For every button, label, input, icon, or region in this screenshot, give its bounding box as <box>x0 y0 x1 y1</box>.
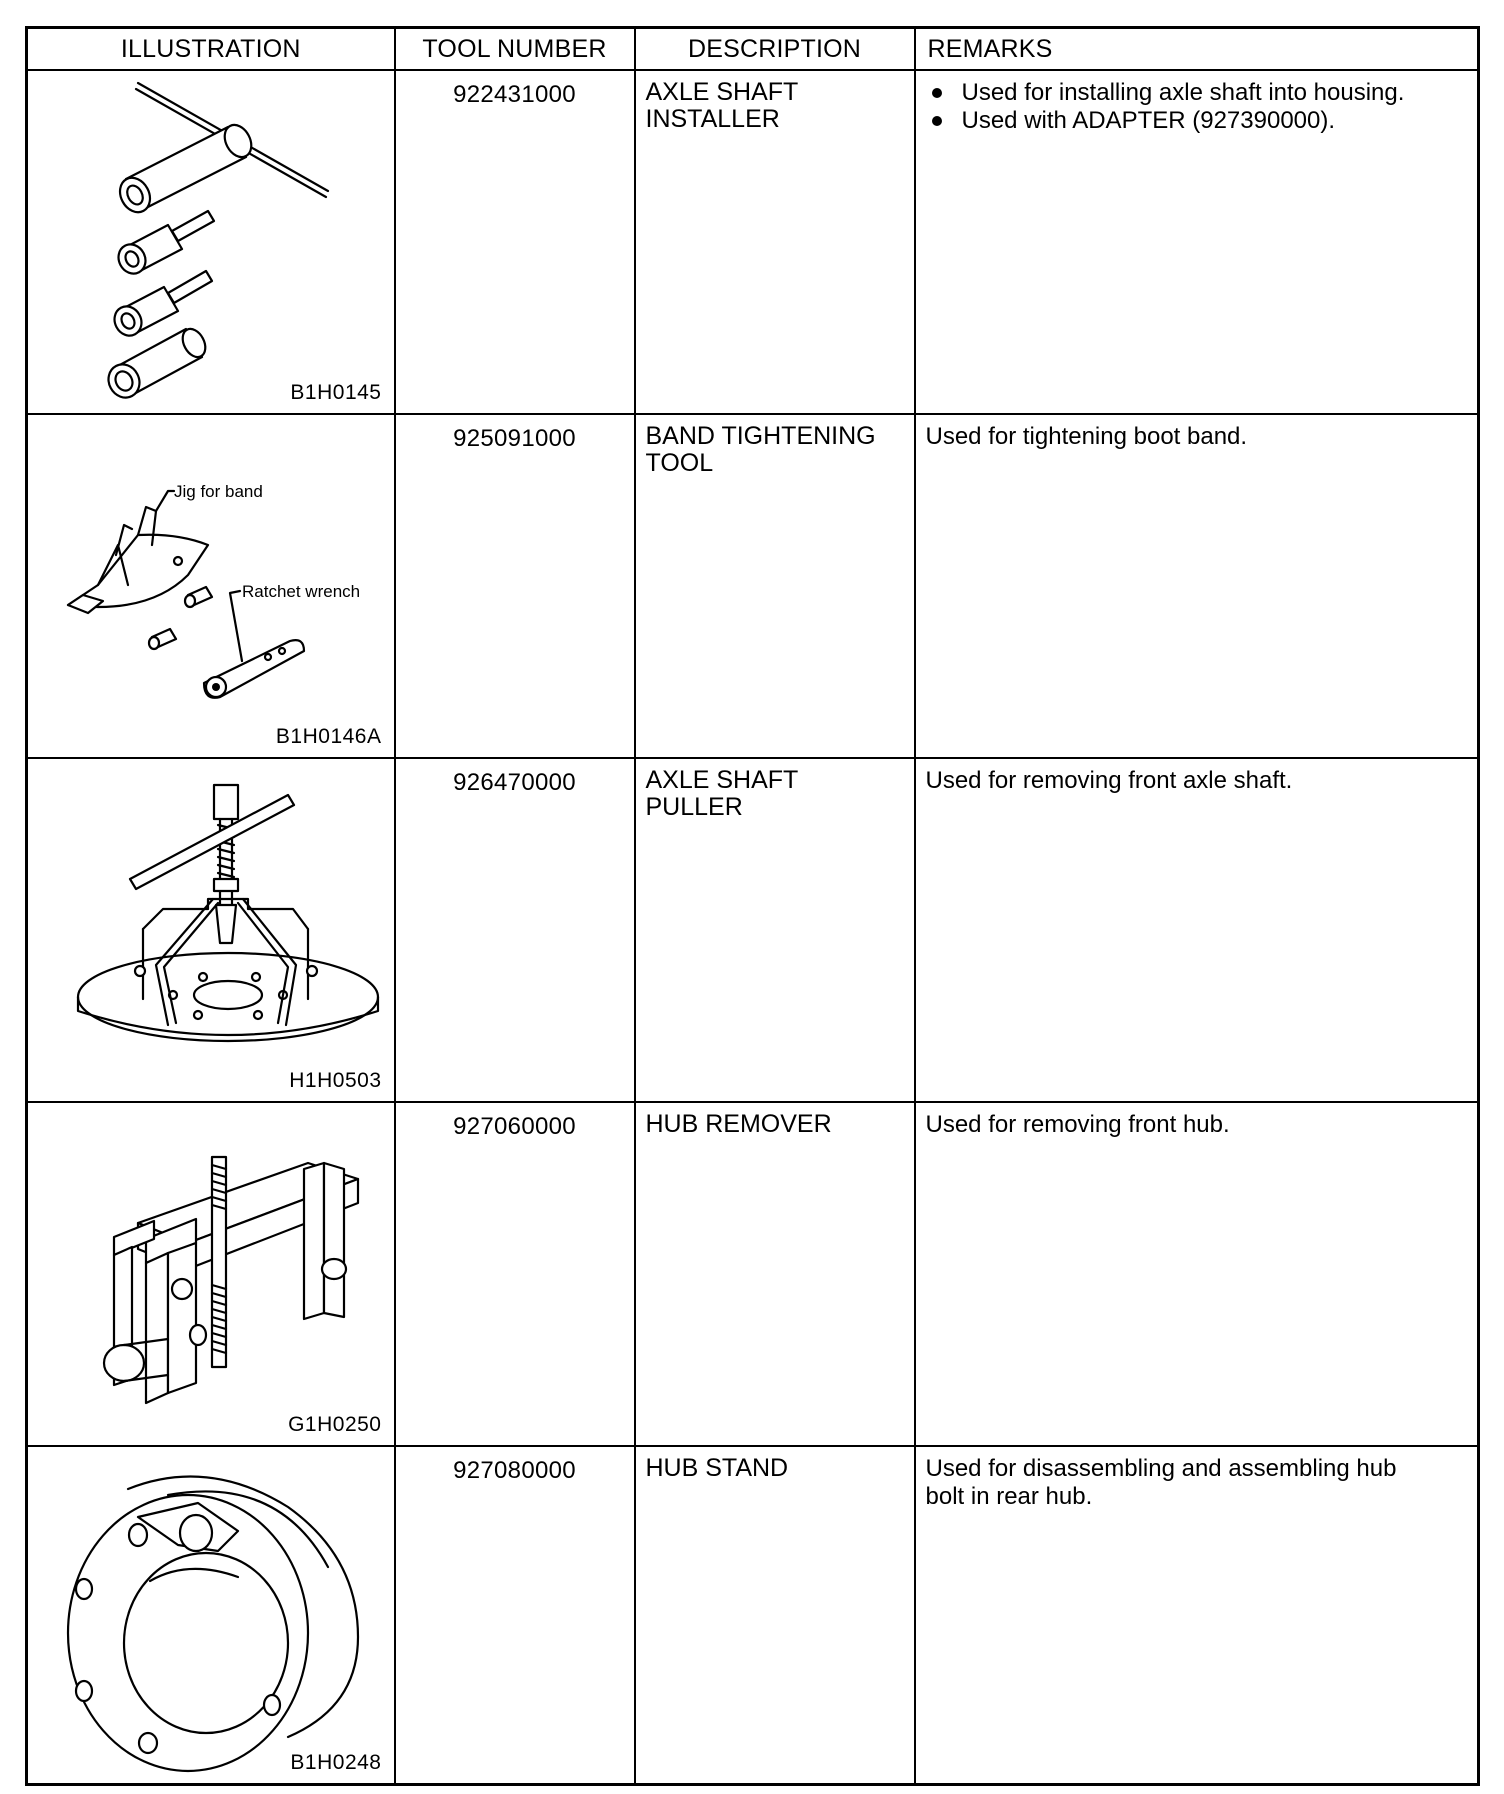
axle-shaft-installer-illustration <box>28 71 394 411</box>
figure-code: B1H0248 <box>290 1750 382 1774</box>
remarks-cell <box>915 70 1479 414</box>
illustration-cell <box>27 1446 395 1784</box>
illustration-header: ILLUSTRATION <box>27 28 395 71</box>
figure-code: G1H0250 <box>288 1413 382 1436</box>
tool-number-cell: 926470000 <box>395 758 635 1102</box>
band-tightening-tool-illustration <box>28 415 394 755</box>
remarks-cell <box>915 1446 1479 1784</box>
special-tools-table <box>25 26 1480 1786</box>
remarks-line: Used for disassembling and assembling hub <box>925 1455 1397 1482</box>
illustration-cell <box>27 758 395 1102</box>
tool-number-cell: 925091000 <box>395 414 635 758</box>
remarks-header: REMARKS <box>915 28 1479 71</box>
jig-callout: Jig for band <box>174 482 263 501</box>
description-line: BAND TIGHTENING <box>645 422 876 450</box>
description-cell <box>635 1102 915 1446</box>
figure-code: B1H0145 <box>290 381 382 404</box>
description-line: HUB STAND <box>645 1454 789 1482</box>
table-row <box>27 1102 1479 1446</box>
remarks-list <box>926 79 1468 135</box>
description-line: INSTALLER <box>645 105 780 133</box>
remarks-item: Used for installing axle shaft into housing. <box>926 79 1468 107</box>
description-line: TOOL <box>645 449 714 477</box>
description-line: AXLE SHAFT <box>645 766 799 794</box>
tool-number-cell: 927060000 <box>395 1102 635 1446</box>
hub-stand-illustration <box>28 1447 394 1783</box>
description-line: AXLE SHAFT <box>645 78 799 106</box>
description-cell <box>635 758 915 1102</box>
remarks-cell: Used for removing front axle shaft. <box>915 758 1479 1102</box>
figure-code: H1H0503 <box>289 1069 382 1092</box>
remarks-cell: Used for tightening boot band. <box>915 414 1479 758</box>
description-header: DESCRIPTION <box>635 28 915 71</box>
hub-remover-illustration <box>28 1103 394 1443</box>
description-cell <box>635 1446 915 1784</box>
axle-shaft-puller-illustration <box>28 759 394 1099</box>
figure-code: B1H0146A <box>275 725 382 748</box>
table-row <box>27 70 1479 414</box>
table-row <box>27 1446 1479 1784</box>
tool-number-header: TOOL NUMBER <box>395 28 635 71</box>
illustration-cell <box>27 1102 395 1446</box>
description-cell <box>635 414 915 758</box>
remarks-item: Used with ADAPTER (927390000). <box>926 107 1468 135</box>
description-line: PULLER <box>645 793 743 821</box>
illustration-cell <box>27 414 395 758</box>
remarks-cell: Used for removing front hub. <box>915 1102 1479 1446</box>
tool-number-cell: 927080000 <box>395 1446 635 1784</box>
description-line: HUB REMOVER <box>645 1110 832 1138</box>
remarks-line: bolt in rear hub. <box>925 1483 1093 1510</box>
ratchet-callout: Ratchet wrench <box>242 582 361 601</box>
table-row <box>27 758 1479 1102</box>
table-row <box>27 414 1479 758</box>
description-cell <box>635 70 915 414</box>
tool-number-cell: 922431000 <box>395 70 635 414</box>
illustration-cell <box>27 70 395 414</box>
table-header-row <box>27 28 1479 71</box>
